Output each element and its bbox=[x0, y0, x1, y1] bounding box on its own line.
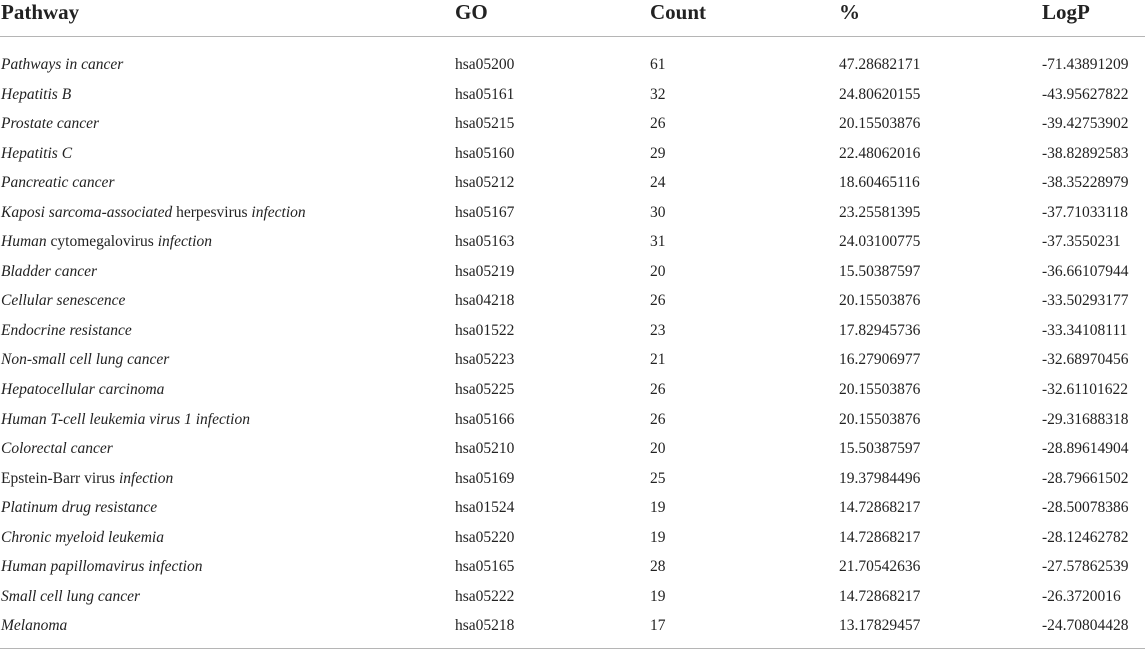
cell-percent: 24.80620155 bbox=[839, 85, 921, 103]
table-row bbox=[0, 139, 1145, 169]
cell-percent: 23.25581395 bbox=[839, 203, 921, 221]
table-row bbox=[0, 523, 1145, 553]
cell-go: hsa05160 bbox=[455, 144, 515, 162]
pathway-text-segment: Prostate cancer bbox=[1, 115, 99, 133]
pathway-text-segment: Endocrine resistance bbox=[1, 321, 132, 339]
cell-logp: -28.12462782 bbox=[1042, 528, 1129, 546]
cell-count: 20 bbox=[650, 440, 666, 458]
cell-pathway bbox=[1, 497, 157, 519]
cell-go: hsa05220 bbox=[455, 528, 515, 546]
pathway-text-segment: Cellular senescence bbox=[1, 292, 126, 310]
cell-count: 26 bbox=[650, 115, 666, 133]
cell-go: hsa05166 bbox=[455, 410, 515, 428]
cell-logp: -71.43891209 bbox=[1042, 56, 1129, 73]
cell-percent: 20.15503876 bbox=[839, 381, 921, 399]
table-row bbox=[0, 493, 1145, 523]
pathway-text-segment: Kaposi sarcoma-associated bbox=[1, 203, 173, 221]
cell-logp: -32.68970456 bbox=[1042, 351, 1129, 369]
cell-percent: 17.82945736 bbox=[839, 321, 921, 339]
cell-pathway bbox=[1, 54, 123, 76]
pathway-text-segment: Pancreatic cancer bbox=[1, 174, 115, 192]
cell-go: hsa05225 bbox=[455, 381, 515, 399]
cell-count: 19 bbox=[650, 499, 666, 517]
header-count: Count bbox=[650, 0, 707, 24]
cell-go: hsa05212 bbox=[455, 174, 515, 192]
cell-count: 29 bbox=[650, 144, 666, 162]
table-row bbox=[0, 227, 1145, 257]
pathway-text-segment: Small cell lung cancer bbox=[1, 587, 141, 605]
cell-count: 21 bbox=[650, 351, 666, 369]
pathway-text-segment: Pathways in cancer bbox=[1, 56, 124, 73]
header-percent: % bbox=[839, 0, 860, 24]
pathway-text-segment: Chronic myeloid leukemia bbox=[1, 528, 164, 546]
cell-go: hsa05163 bbox=[455, 233, 515, 251]
pathway-text-segment: Non-small cell lung cancer bbox=[1, 351, 170, 369]
table-bottom-rule bbox=[0, 648, 1145, 649]
cell-percent: 14.72868217 bbox=[839, 528, 921, 546]
cell-go: hsa01524 bbox=[455, 499, 515, 517]
cell-pathway bbox=[1, 261, 97, 283]
table-row bbox=[0, 198, 1145, 228]
cell-count: 30 bbox=[650, 203, 666, 221]
pathway-text-segment: cytomegalovirus bbox=[46, 233, 158, 251]
cell-pathway bbox=[1, 143, 72, 165]
pathway-text-segment: Colorectal cancer bbox=[1, 440, 113, 458]
cell-logp: -26.3720016 bbox=[1042, 587, 1121, 605]
pathway-text-segment: Melanoma bbox=[1, 617, 68, 635]
cell-go: hsa05210 bbox=[455, 440, 515, 458]
cell-go: hsa05167 bbox=[455, 203, 515, 221]
pathway-text-segment: herpesvirus bbox=[172, 203, 252, 221]
cell-percent: 20.15503876 bbox=[839, 115, 921, 133]
cell-percent: 14.72868217 bbox=[839, 499, 921, 517]
cell-go: hsa05219 bbox=[455, 262, 515, 280]
cell-count: 20 bbox=[650, 262, 666, 280]
pathway-text-segment: infection bbox=[118, 469, 174, 487]
table-row bbox=[0, 464, 1145, 494]
cell-count: 24 bbox=[650, 174, 666, 192]
table-row bbox=[0, 405, 1145, 435]
cell-pathway bbox=[1, 202, 306, 224]
table-row bbox=[0, 582, 1145, 612]
cell-logp: -28.79661502 bbox=[1042, 469, 1129, 487]
pathway-text-segment: Hepatitis B bbox=[1, 85, 72, 103]
cell-percent: 22.48062016 bbox=[839, 144, 921, 162]
cell-count: 31 bbox=[650, 233, 666, 251]
cell-pathway bbox=[1, 438, 113, 460]
cell-go: hsa05200 bbox=[455, 56, 515, 73]
table-row bbox=[0, 257, 1145, 287]
cell-go: hsa05165 bbox=[455, 558, 515, 576]
cell-pathway bbox=[1, 468, 173, 490]
cell-go: hsa05161 bbox=[455, 85, 515, 103]
header-pathway: Pathway bbox=[1, 0, 80, 24]
header-go: GO bbox=[455, 0, 488, 24]
pathway-text-segment: infection bbox=[157, 233, 212, 251]
cell-percent: 16.27906977 bbox=[839, 351, 921, 369]
cell-percent: 20.15503876 bbox=[839, 292, 921, 310]
cell-percent: 15.50387597 bbox=[839, 262, 921, 280]
cell-percent: 21.70542636 bbox=[839, 558, 921, 576]
cell-percent: 19.37984496 bbox=[839, 469, 921, 487]
pathway-text-segment: Human papillomavirus infection bbox=[1, 558, 203, 576]
table-row bbox=[0, 345, 1145, 375]
cell-logp: -29.31688318 bbox=[1042, 410, 1129, 428]
cell-pathway bbox=[1, 231, 212, 253]
table-row bbox=[0, 286, 1145, 316]
table-row bbox=[0, 50, 1145, 80]
cell-logp: -36.66107944 bbox=[1042, 262, 1129, 280]
cell-count: 25 bbox=[650, 469, 666, 487]
table-row bbox=[0, 434, 1145, 464]
cell-percent: 24.03100775 bbox=[839, 233, 921, 251]
pathway-text-segment: Human bbox=[1, 233, 47, 251]
table-row bbox=[0, 168, 1145, 198]
cell-logp: -43.95627822 bbox=[1042, 85, 1129, 103]
header-logp: LogP bbox=[1042, 0, 1090, 24]
cell-percent: 20.15503876 bbox=[839, 410, 921, 428]
cell-logp: -27.57862539 bbox=[1042, 558, 1129, 576]
pathway-text-segment: Bladder cancer bbox=[1, 262, 97, 280]
cell-pathway bbox=[1, 320, 132, 342]
pathway-text-segment: Human T-cell leukemia virus 1 infection bbox=[1, 410, 250, 428]
cell-count: 26 bbox=[650, 410, 666, 428]
cell-pathway bbox=[1, 172, 114, 194]
pathway-text-segment: Epstein-Barr virus bbox=[1, 469, 119, 487]
cell-go: hsa05223 bbox=[455, 351, 515, 369]
cell-logp: -28.50078386 bbox=[1042, 499, 1129, 517]
cell-pathway bbox=[1, 409, 250, 431]
cell-percent: 47.28682171 bbox=[839, 56, 921, 73]
cell-count: 23 bbox=[650, 321, 666, 339]
cell-logp: -28.89614904 bbox=[1042, 440, 1129, 458]
table-row bbox=[0, 80, 1145, 110]
table-row bbox=[0, 316, 1145, 346]
cell-percent: 15.50387597 bbox=[839, 440, 921, 458]
cell-count: 19 bbox=[650, 528, 666, 546]
cell-pathway bbox=[1, 290, 125, 312]
cell-count: 28 bbox=[650, 558, 666, 576]
cell-logp: -38.82892583 bbox=[1042, 144, 1129, 162]
cell-percent: 18.60465116 bbox=[839, 174, 920, 192]
cell-count: 61 bbox=[650, 56, 666, 73]
cell-count: 19 bbox=[650, 587, 666, 605]
cell-pathway bbox=[1, 586, 140, 608]
cell-go: hsa05218 bbox=[455, 617, 515, 635]
table-row bbox=[0, 375, 1145, 405]
cell-count: 26 bbox=[650, 381, 666, 399]
cell-logp: -32.61101622 bbox=[1042, 381, 1128, 399]
cell-logp: -24.70804428 bbox=[1042, 617, 1129, 635]
cell-count: 17 bbox=[650, 617, 666, 635]
table-body bbox=[0, 50, 1145, 641]
pathway-text-segment: Platinum drug resistance bbox=[1, 499, 158, 517]
cell-logp: -37.71033118 bbox=[1042, 203, 1128, 221]
cell-pathway bbox=[1, 556, 203, 578]
table-row bbox=[0, 611, 1145, 641]
cell-pathway bbox=[1, 615, 67, 637]
cell-go: hsa05215 bbox=[455, 115, 515, 133]
table-row bbox=[0, 109, 1145, 139]
cell-logp: -37.3550231 bbox=[1042, 233, 1121, 251]
cell-pathway bbox=[1, 84, 71, 106]
cell-go: hsa05222 bbox=[455, 587, 515, 605]
cell-logp: -33.50293177 bbox=[1042, 292, 1129, 310]
cell-go: hsa01522 bbox=[455, 321, 515, 339]
pathway-text-segment: Hepatocellular carcinoma bbox=[1, 381, 165, 399]
pathway-text-segment: infection bbox=[251, 203, 306, 221]
cell-logp: -33.34108111 bbox=[1042, 321, 1128, 339]
cell-count: 26 bbox=[650, 292, 666, 310]
cell-count: 32 bbox=[650, 85, 666, 103]
cell-percent: 13.17829457 bbox=[839, 617, 921, 635]
table-row bbox=[0, 552, 1145, 582]
cell-pathway bbox=[1, 379, 164, 401]
cell-go: hsa05169 bbox=[455, 469, 515, 487]
cell-logp: -39.42753902 bbox=[1042, 115, 1129, 133]
cell-go: hsa04218 bbox=[455, 292, 515, 310]
cell-percent: 14.72868217 bbox=[839, 587, 921, 605]
table-header bbox=[0, 0, 1145, 37]
cell-pathway bbox=[1, 349, 169, 371]
cell-logp: -38.35228979 bbox=[1042, 174, 1129, 192]
cell-pathway bbox=[1, 113, 99, 135]
cell-pathway bbox=[1, 527, 164, 549]
pathway-text-segment: Hepatitis C bbox=[1, 144, 73, 162]
